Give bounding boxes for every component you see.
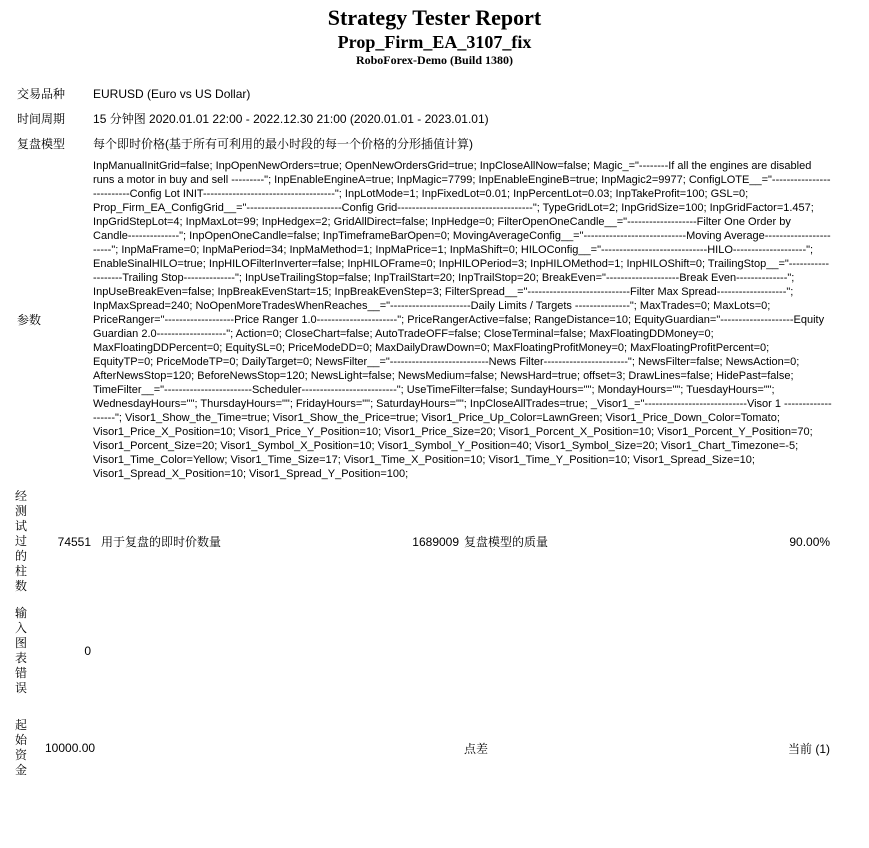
symbol-label: 交易品种 [17, 87, 66, 101]
spacer [17, 696, 832, 718]
ticks-value: 1689009 [412, 534, 460, 549]
model-label: 复盘模型 [17, 137, 66, 151]
period-label: 时间周期 [17, 112, 66, 126]
bars-label: 经测试过的柱数 [15, 489, 28, 593]
ea-name: Prop_Firm_EA_3107_fix [337, 32, 532, 52]
ticks-label: 用于复盘的即时价数量 [101, 535, 222, 549]
symbol-row [17, 81, 832, 106]
errors-label: 输入图表错误 [15, 606, 28, 695]
deposit-row [17, 718, 832, 778]
server-build: RoboForex-Demo (Build 1380) [355, 53, 514, 67]
report-table [17, 81, 832, 778]
model-row [17, 131, 832, 156]
parameters-value: InpManualInitGrid=false; InpOpenNewOrders=true; OpenNewOrdersGrid=true; InpCloseAllNow=false; Magic_="--------If all the engines are disabled runs a motor in buy and sell ---------"; InpEnableEngineA=true; InpMagic=7799; InpEnableEngineB=true; InpMagic2=9977; ConfigLOTE__="--------------------------Config Lot INIT------------------------------------"; InpLotMode=1; InpFixedLot=0.01; InpPercentLot=0.03; InpTakeProfit=100; GSL=0; Prop_Firm_EA_ConfigGrid__="--------------------------Config Grid-------------------------------------"; TypeGridLot=2; InpGridSize=100; InpGridFactor=1.457; InpGridStepLot=4; InpMaxLot=99; InpHedgex=2; GridAllDirect=false; InpHedge=0; FilterOpenOneCandle__="-------------------Filter One Order by Candle--------------"; InpOpenOneCandle=false; InpTimeframeBarOpen=0; MovingAverageConfig__="----------------------------Moving Average-----------------------"; InpMaFrame=0; InpMaPeriod=34; InpMaMethod=1; InpMaPrice=1; InpMaShift=0; HILOConfig__="-----------------------------HILO--------------------"; EnableSinalHILO=true; InpHILOFilterInverter=false; InpHILOFrame=0; InpHILOPeriod=3; InpHILOMethod=1; InpHILOShift=0; TrailingStop__="-------------------Trailing Stop--------------"; InpUseTrailingStop=false; InpTrailStart=20; InpTrailStop=20; BreakEven="--------------------Break Even--------------"; InpUseBreakEven=false; InpBreakEvenStart=15; InpBreakEvenStep=3; FilterSpread__="----------------------------Filter Max Spread-------------------"; InpMaxSpread=240; NoOpenMoreTradesWhenReaches__="----------------------Daily Limits / Targets ---------------"; MaxTrades=0; MaxLots=0; PriceRanger="-------------------Price Ranger 1.0----------------------"; PriceRangerActive=false; RangeDistance=10; EquityGuardian="--------------------Equity Guardian 2.0-------------------"; Action=0; CloseChart=false; AutoTradeOFF=false; CloseTerminal=false; MaxFloatingDDMoney=0; MaxFloatingDDPercent=0; EquitySL=0; PriceModeDD=0; MaxDailyDrawDown=0; MaxFloatingProfitMoney=0; MaxFloatingProfitPercent=0; EquityTP=0; PriceModeTP=0; DailyTarget=0; NewsFilter__="---------------------------News Filter-----------------------"; NewsFilter=false; NewsAction=0; AfterNewsStop=120; BeforeNewsStop=120; NewsLight=false; NewsMedium=false; NewsHard=true; offset=3; DrawLines=false; HidePast=false; TimeFilter__="------------------------Scheduler--------------------------"; UseTimeFilter=false; SundayHours=""; MondayHours=""; TuesdayHours=""; WednesdayHours=""; ThursdayHours=""; FridayHours=""; SaturdayHours=""; InpCloseAllTrades=true; _Visor1_="----------------------------Visor 1 -------------------"; Visor1_Show_the_Time=true; Visor1_Show_the_Price=true; Visor1_Price_Up_Color=LawnGreen; Visor1_Price_Down_Color=Tomato; Visor1_Price_X_Position=10; Visor1_Price_Y_Position=10; Visor1_Price_Size=20; Visor1_Porcent_X_Position=10; Visor1_Porcent_Y_Position=70; Visor1_Porcent_Size=20; Visor1_Symbol_X_Position=10; Visor1_Symbol_Y_Position=40; Visor1_Symbol_Size=20; Visor1_Chart_Timezone=-5; Visor1_Time_Color=Yellow; Visor1_Time_Size=17; Visor1_Time_X_Position=10; Visor1_Time_Y_Position=10; Visor1_Spread_Size=10; Visor1_Spread_X_Position=10; Visor1_Spread_Y_Position=100; [93, 160, 832, 480]
errors-row [17, 606, 832, 696]
period-row [17, 106, 832, 131]
quality-value: 90.00% [789, 534, 831, 549]
model-value: 每个即时价格(基于所有可利用的最小时段的每一个价格的分形插值计算) [93, 137, 474, 151]
symbol-value: EURUSD (Euro vs US Dollar) [93, 86, 251, 101]
bars-row [17, 489, 832, 594]
bars-value: 74551 [57, 534, 92, 549]
report-header [0, 0, 869, 68]
quality-label: 复盘模型的质量 [464, 535, 549, 549]
deposit-value: 10000.00 [45, 741, 96, 755]
period-value: 15 分钟图 2020.01.01 22:00 - 2022.12.30 21:00 (2020.01.01 - 2023.01.01) [93, 112, 489, 126]
parameters-label: 参数 [17, 313, 42, 327]
deposit-label: 起始资金 [15, 718, 28, 777]
errors-value: 0 [84, 644, 92, 658]
page-title: Strategy Tester Report [327, 5, 542, 30]
spacer [17, 594, 832, 606]
spread-current-value: 当前 (1) [788, 741, 831, 756]
parameters-row [17, 156, 832, 483]
spread-label: 点差 [464, 741, 489, 756]
